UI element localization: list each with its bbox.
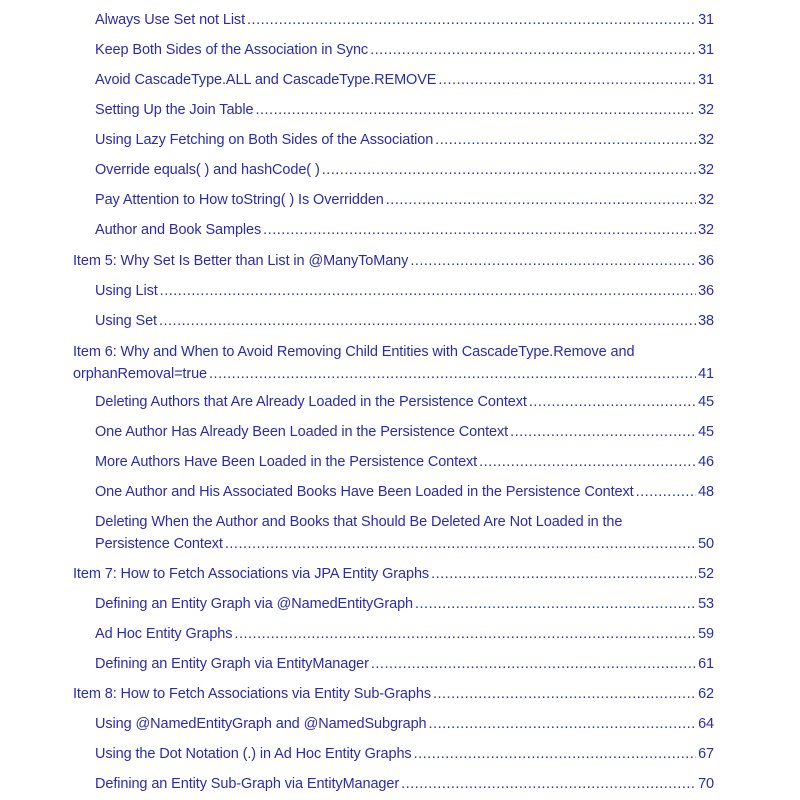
toc-entry-title: Deleting Authors that Are Already Loaded in the Persistence Context	[95, 394, 527, 410]
toc-entry-page: 32	[698, 102, 714, 118]
toc-entry-title: Setting Up the Join Table	[95, 102, 254, 118]
toc-entry-page: 36	[698, 283, 714, 299]
toc-entry[interactable]	[95, 743, 714, 765]
leader-dots	[234, 623, 696, 645]
toc-entry[interactable]	[95, 481, 714, 503]
toc-item-page: 36	[698, 253, 714, 269]
toc-item-title-line1: Item 6: Why and When to Avoid Removing Child Entities with CascadeType.Remove and	[73, 344, 635, 360]
leader-dots	[255, 99, 696, 121]
toc-entry[interactable]	[95, 653, 714, 675]
toc-entry-page: 31	[698, 12, 714, 28]
toc-entry[interactable]	[95, 713, 714, 735]
leader-dots	[529, 391, 696, 413]
toc-item-title: Item 7: How to Fetch Associations via JPA Entity Graphs	[73, 566, 430, 582]
leader-dots	[225, 533, 696, 555]
toc-entry-page: 45	[698, 394, 714, 410]
toc-entry[interactable]	[95, 623, 714, 645]
toc-entry-title: Always Use Set not List	[95, 12, 246, 28]
toc-item-title: orphanRemoval=true	[73, 366, 208, 382]
toc-entry-page: 32	[698, 132, 714, 148]
toc-entry-page: 61	[698, 656, 714, 672]
toc-entry-page: 31	[698, 42, 714, 58]
toc-entry-page: 67	[698, 746, 714, 762]
toc-entry[interactable]	[95, 99, 714, 121]
toc-entry-title: Author and Book Samples	[95, 222, 262, 238]
leader-dots	[322, 159, 696, 181]
toc-entry-title: Using @NamedEntityGraph and @NamedSubgraph	[95, 716, 427, 732]
toc-entry-title: Using the Dot Notation (.) in Ad Hoc Entity Graphs	[95, 746, 412, 762]
toc-entry[interactable]	[95, 593, 714, 615]
leader-dots	[414, 743, 696, 765]
toc-entry-page: 32	[698, 192, 714, 208]
toc-entry-page: 53	[698, 596, 714, 612]
toc-entry-page: 45	[698, 424, 714, 440]
toc-entry-page: 46	[698, 454, 714, 470]
toc-entry[interactable]	[95, 451, 714, 473]
toc-item-entry[interactable]	[73, 341, 714, 385]
leader-dots	[159, 310, 696, 332]
toc-entry-title: Keep Both Sides of the Association in Sync	[95, 42, 369, 58]
toc-entry[interactable]	[95, 280, 714, 302]
leader-dots	[435, 129, 696, 151]
toc-entry-title: Override equals( ) and hashCode( )	[95, 162, 320, 178]
toc-entry[interactable]	[95, 511, 714, 555]
toc-item-page: 62	[698, 686, 714, 702]
leader-dots	[636, 481, 696, 503]
toc-entry-page: 70	[698, 776, 714, 792]
toc-entry[interactable]	[95, 159, 714, 181]
toc-entry-page: 50	[698, 536, 714, 552]
leader-dots	[431, 563, 696, 585]
toc-item-entry[interactable]	[73, 683, 714, 705]
toc-entry-title: More Authors Have Been Loaded in the Persistence Context	[95, 454, 478, 470]
leader-dots	[160, 280, 696, 302]
leader-dots	[433, 683, 696, 705]
leader-dots	[386, 189, 696, 211]
toc-entry-title: Using Set	[95, 313, 157, 329]
toc-entry[interactable]	[95, 189, 714, 211]
toc-item-title: Item 8: How to Fetch Associations via Entity Sub-Graphs	[73, 686, 431, 702]
toc-entry[interactable]	[95, 421, 714, 443]
toc-entry-page: 48	[698, 484, 714, 500]
toc-entry-page: 32	[698, 162, 714, 178]
leader-dots	[370, 39, 696, 61]
leader-dots	[510, 421, 696, 443]
toc-item-entry[interactable]	[73, 250, 714, 272]
leader-dots	[401, 773, 696, 795]
toc-entry-title: Avoid CascadeType.ALL and CascadeType.REMOVE	[95, 72, 437, 88]
toc-entry[interactable]	[95, 69, 714, 91]
toc-entry-page: 59	[698, 626, 714, 642]
leader-dots	[247, 9, 696, 31]
toc-entry-page: 32	[698, 222, 714, 238]
toc-entry-title: Ad Hoc Entity Graphs	[95, 626, 233, 642]
leader-dots	[479, 451, 696, 473]
toc-entry[interactable]	[95, 39, 714, 61]
toc-entry-page: 64	[698, 716, 714, 732]
toc-entry-title: Defining an Entity Sub-Graph via EntityManager	[95, 776, 400, 792]
toc-entry-title: Persistence Context	[95, 536, 223, 552]
toc-entry-title: Defining an Entity Graph via @NamedEntityGraph	[95, 596, 413, 612]
toc-entry-page: 31	[698, 72, 714, 88]
toc-item-page: 52	[698, 566, 714, 582]
leader-dots	[438, 69, 696, 91]
toc-entry-page: 38	[698, 313, 714, 329]
leader-dots	[415, 593, 696, 615]
toc-entry[interactable]	[95, 773, 714, 795]
toc-entry-title: Pay Attention to How toString( ) Is Overridden	[95, 192, 384, 208]
toc-entry[interactable]	[95, 129, 714, 151]
toc-entry[interactable]	[95, 219, 714, 241]
toc-entry-title: One Author and His Associated Books Have Been Loaded in the Persistence Context	[95, 484, 634, 500]
toc-entry[interactable]	[95, 391, 714, 413]
leader-dots	[371, 653, 696, 675]
toc-item-entry[interactable]	[73, 563, 714, 585]
toc-entry-title: Using List	[95, 283, 158, 299]
toc-entry-title: Using Lazy Fetching on Both Sides of the Association	[95, 132, 434, 148]
toc-item-page: 41	[698, 366, 714, 382]
leader-dots	[209, 363, 696, 385]
leader-dots	[410, 250, 696, 272]
leader-dots	[429, 713, 696, 735]
toc-entry-title-line1: Deleting When the Author and Books that Should Be Deleted Are Not Loaded in the	[95, 514, 623, 530]
toc-entry[interactable]	[95, 9, 714, 31]
toc-entry-title: One Author Has Already Been Loaded in the Persistence Context	[95, 424, 509, 440]
toc-entry[interactable]	[95, 310, 714, 332]
toc-entry-title: Defining an Entity Graph via EntityManager	[95, 656, 369, 672]
leader-dots	[263, 219, 696, 241]
toc-item-title: Item 5: Why Set Is Better than List in @ManyToMany	[73, 253, 409, 269]
